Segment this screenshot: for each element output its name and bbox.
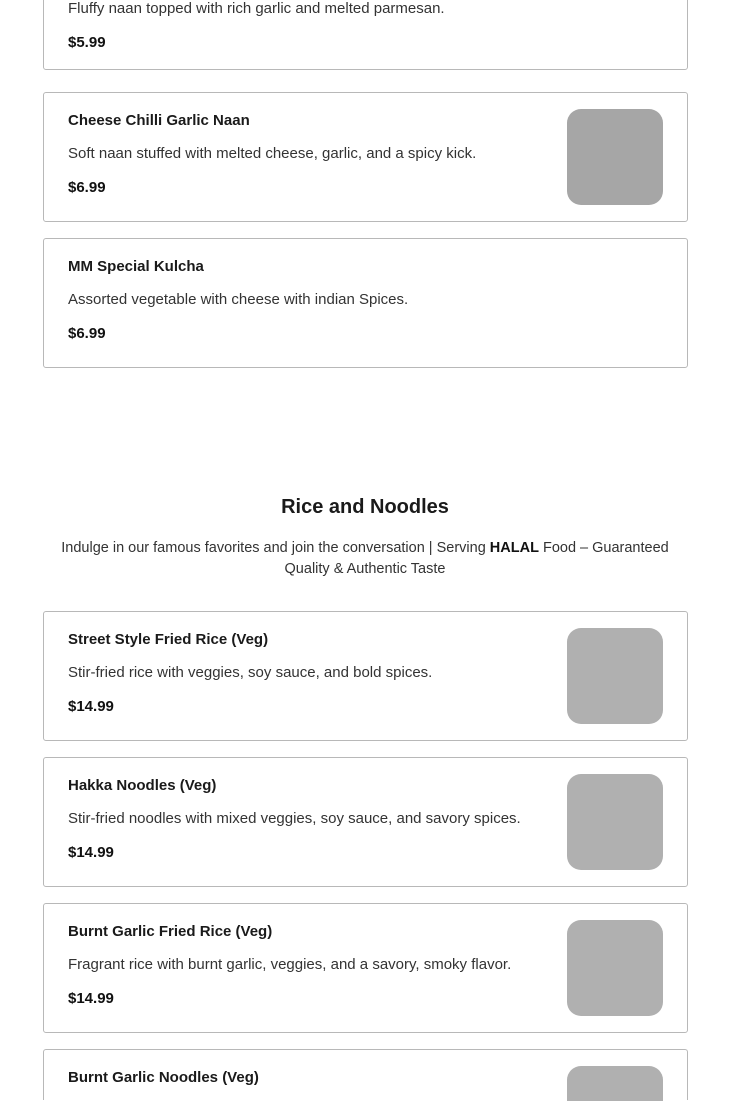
menu-item-description: Stir-fried rice with veggies, soy sauce, and bold spices. bbox=[68, 664, 433, 681]
menu-item-price: $6.99 bbox=[68, 179, 106, 196]
menu-item-price: $5.99 bbox=[68, 34, 106, 51]
menu-item-name: Cheese Chilli Garlic Naan bbox=[68, 112, 250, 129]
section-title: Rice and Noodles bbox=[281, 496, 449, 518]
menu-item-image[interactable] bbox=[567, 628, 663, 724]
section-subtitle bbox=[55, 538, 675, 580]
subtitle-text-end: Food – Guaranteed Quality & Authentic Taste bbox=[284, 540, 669, 577]
menu-item-card[interactable] bbox=[43, 92, 688, 222]
subtitle-text: Indulge in our famous favorites and join the conversation | Serving bbox=[61, 540, 490, 556]
menu-item-price: $14.99 bbox=[68, 990, 114, 1007]
menu-item-name: Burnt Garlic Noodles (Veg) bbox=[68, 1069, 259, 1086]
menu-item-description: Soft naan stuffed with melted cheese, garlic, and a spicy kick. bbox=[68, 145, 477, 162]
menu-item-image[interactable] bbox=[567, 109, 663, 205]
menu-item-description: Assorted vegetable with cheese with indian Spices. bbox=[68, 291, 409, 308]
menu-item-description: Stir-fried noodles with mixed veggies, soy sauce, and savory spices. bbox=[68, 810, 521, 827]
menu-item-card[interactable] bbox=[43, 238, 688, 368]
halal-label: HALAL bbox=[489, 540, 539, 556]
menu-item-name: Hakka Noodles (Veg) bbox=[68, 777, 217, 794]
menu-item-image[interactable] bbox=[567, 1066, 663, 1101]
menu-item-image[interactable] bbox=[567, 774, 663, 870]
menu-item-card[interactable] bbox=[43, 757, 688, 887]
menu-item-card[interactable] bbox=[43, 1049, 688, 1100]
menu-item-description: Fragrant rice with burnt garlic, veggies, and a savory, smoky flavor. bbox=[68, 956, 512, 973]
menu-item-name: Burnt Garlic Fried Rice (Veg) bbox=[68, 923, 273, 940]
menu-item-name: MM Special Kulcha bbox=[68, 258, 204, 275]
menu-item-price: $14.99 bbox=[68, 698, 114, 715]
menu-item-card[interactable] bbox=[43, 903, 688, 1033]
menu-item-card[interactable] bbox=[43, 611, 688, 741]
menu-item-price: $14.99 bbox=[68, 844, 114, 861]
menu-item-card[interactable] bbox=[43, 0, 688, 70]
menu-item-price: $6.99 bbox=[68, 325, 106, 342]
menu-item-image[interactable] bbox=[567, 920, 663, 1016]
menu-item-description: Fluffy naan topped with rich garlic and melted parmesan. bbox=[68, 0, 445, 17]
menu-item-name: Street Style Fried Rice (Veg) bbox=[68, 631, 269, 648]
